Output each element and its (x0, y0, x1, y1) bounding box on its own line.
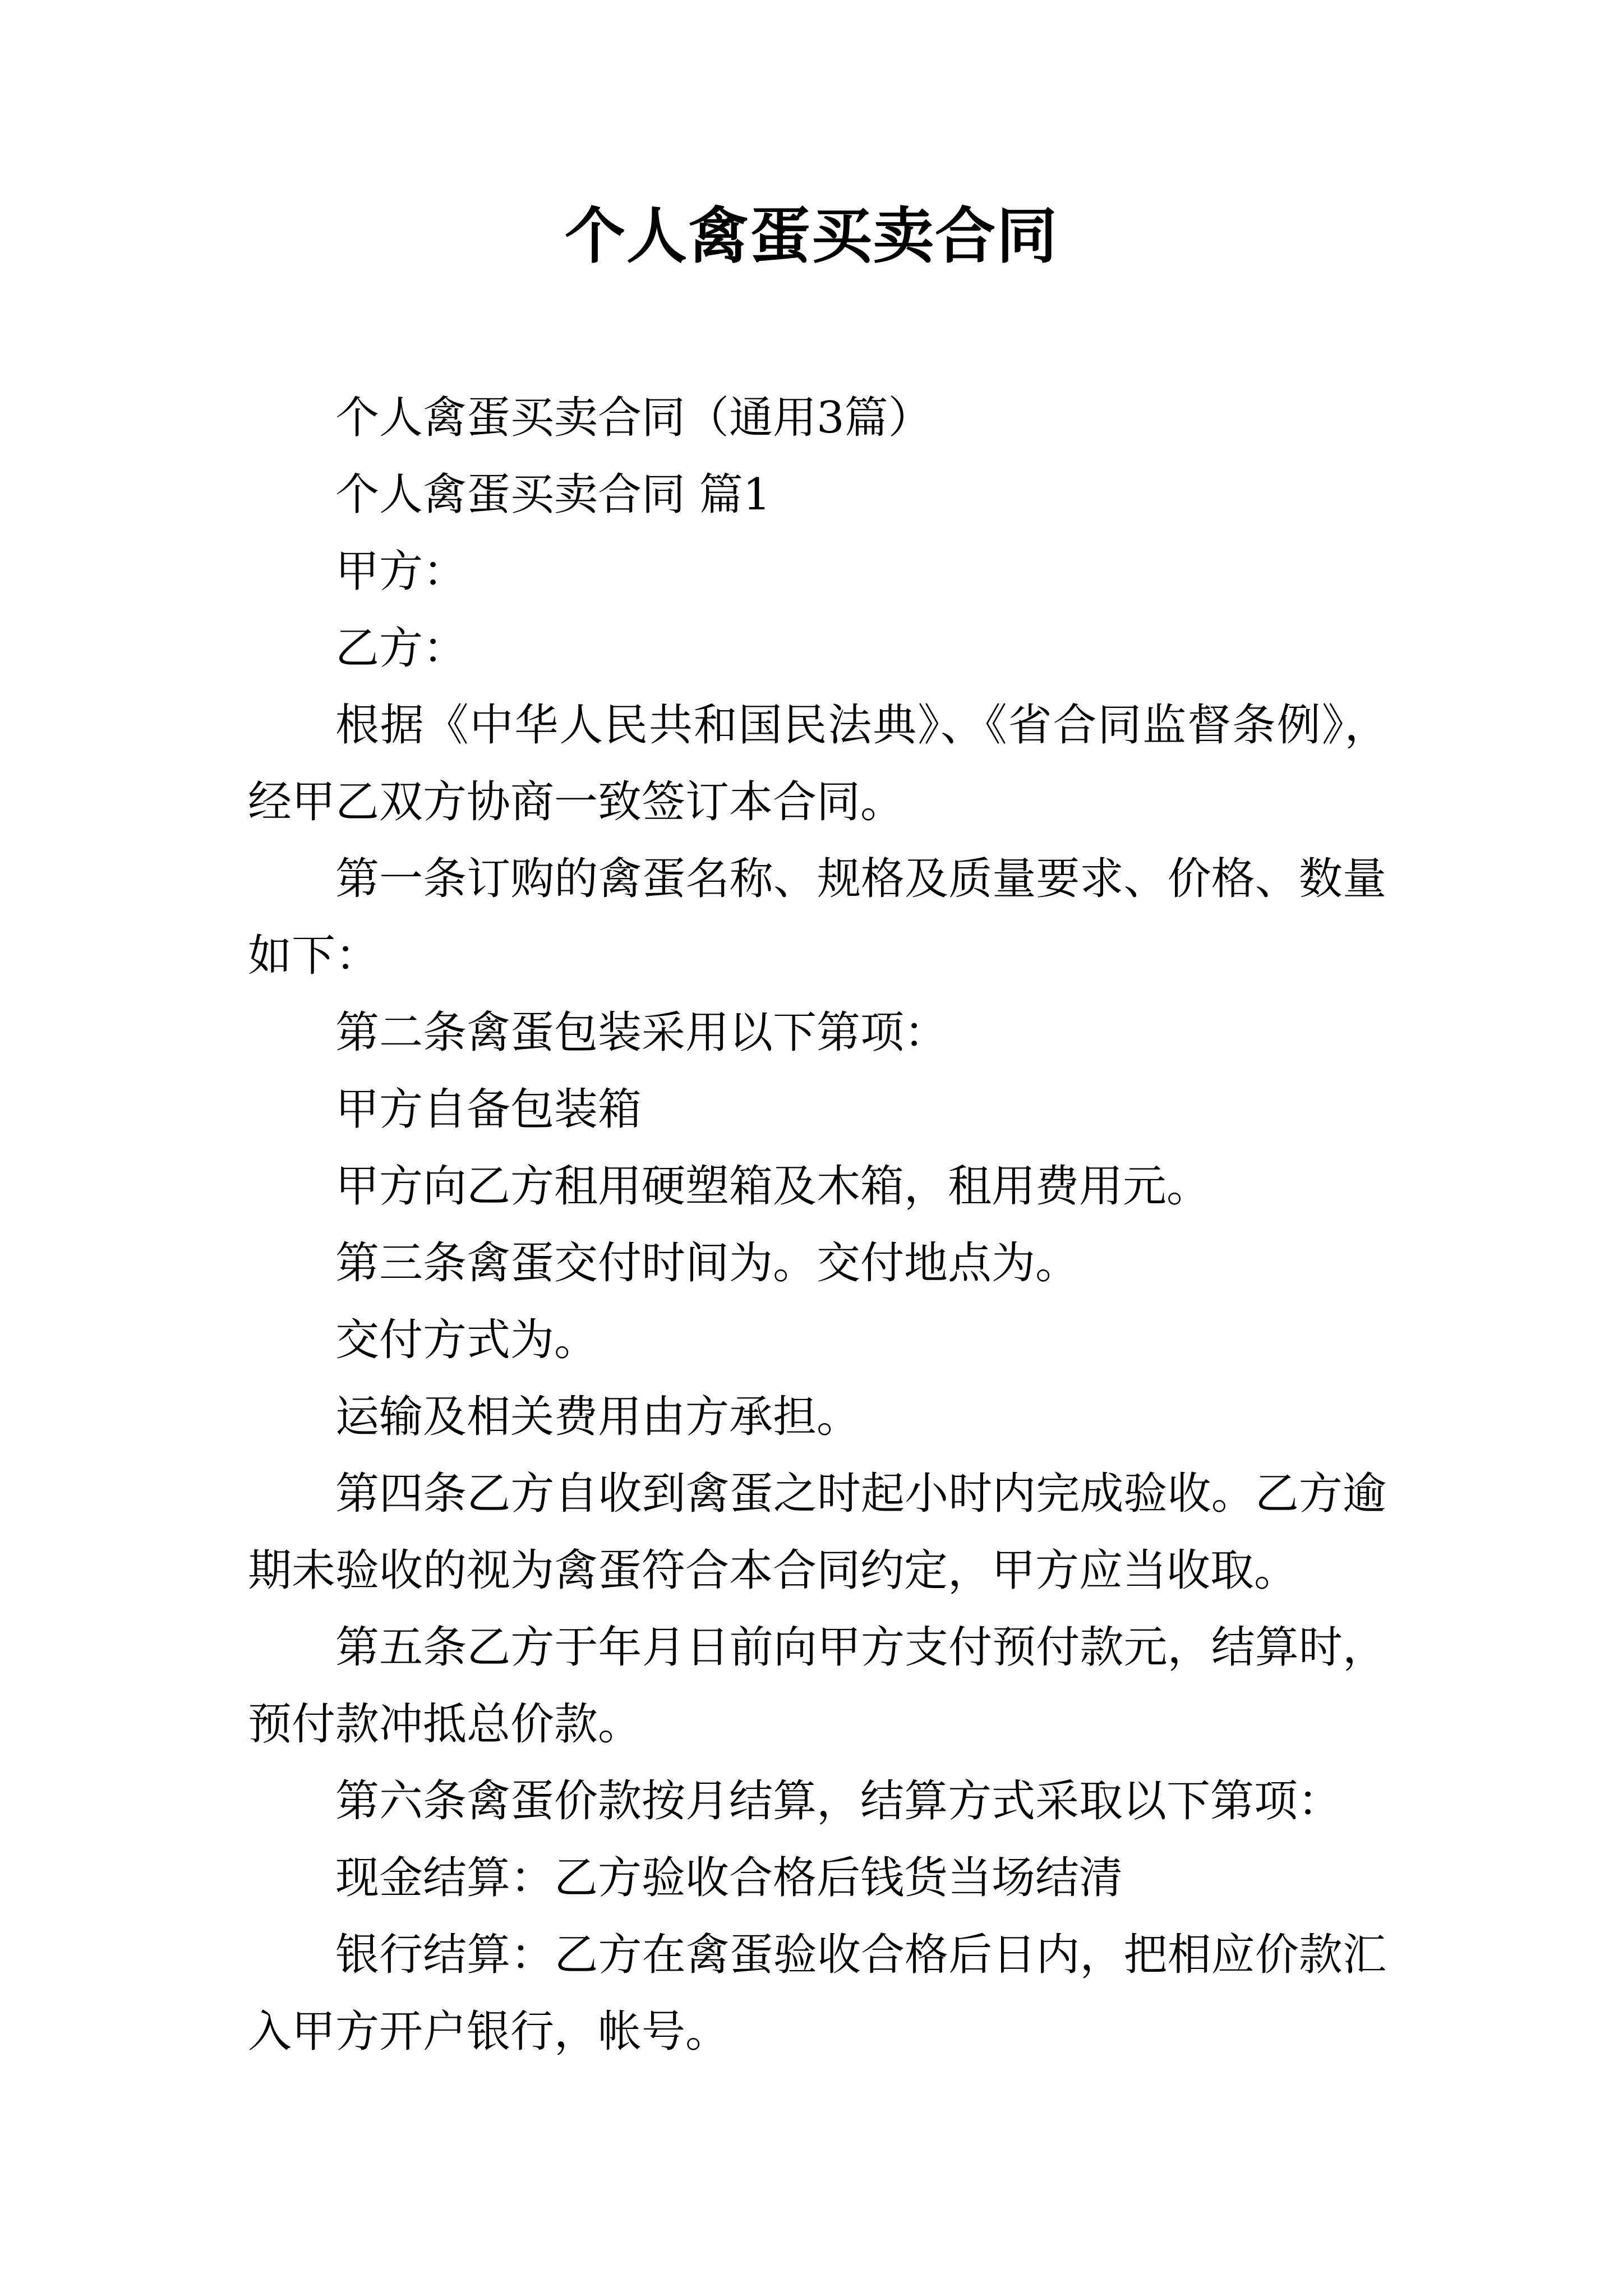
text-line: 银行结算：乙方在禽蛋验收合格后日内，把相应价款汇 (335, 1930, 1386, 1980)
preamble-paragraph (248, 687, 1386, 841)
party-a-line (248, 533, 1386, 610)
text-line: 入甲方开户银行，帐号。 (248, 2007, 730, 2057)
text-line: 第一条订购的禽蛋名称、规格及质量要求、价格、数量 (335, 854, 1386, 904)
text-line: 根据《中华人民共和国民法典》、《省合同监督条例》， (335, 700, 1386, 751)
text-line: 第六条禽蛋价款按月结算，结算方式采取以下第项： (335, 1776, 1342, 1826)
text-line: 经甲乙双方协商一致签订本合同。 (248, 777, 905, 827)
document-body (248, 380, 1386, 2070)
text-line: 第二条禽蛋包装采用以下第项： (335, 1007, 948, 1058)
text-line: 预付款冲抵总价款。 (248, 1699, 642, 1750)
text-line: 甲方向乙方租用硬塑箱及木箱，租用费用元。 (335, 1161, 1211, 1212)
text-line: 个人禽蛋买卖合同（通用3篇） (335, 393, 932, 443)
article-4-paragraph (248, 1456, 1386, 1609)
section-heading (248, 457, 1386, 533)
article-5-paragraph (248, 1609, 1386, 1763)
text-line: 如下： (248, 931, 380, 981)
packaging-option-2 (248, 1148, 1386, 1225)
text-line: 甲方自备包装箱 (335, 1084, 642, 1135)
text-line: 交付方式为。 (335, 1315, 598, 1365)
text-line: 第三条禽蛋交付时间为。交付地点为。 (335, 1238, 1080, 1289)
party-b-line (248, 610, 1386, 687)
settlement-option-bank (248, 1917, 1386, 2070)
text-line: 第五条乙方于年月日前向甲方支付预付款元，结算时， (335, 1622, 1386, 1673)
article-2-paragraph (248, 995, 1386, 1071)
document-subtitle (248, 380, 1386, 457)
document-title: 个人禽蛋买卖合同 (564, 201, 1058, 272)
text-line: 期未验收的视为禽蛋符合本合同约定，甲方应当收取。 (248, 1545, 1298, 1596)
text-line: 运输及相关费用由方承担。 (335, 1392, 861, 1442)
packaging-option-1 (248, 1071, 1386, 1148)
article-6-paragraph (248, 1763, 1386, 1840)
delivery-method-line (248, 1302, 1386, 1379)
text-line: 个人禽蛋买卖合同 篇1 (335, 470, 771, 520)
transport-cost-line (248, 1379, 1386, 1456)
article-3-paragraph (248, 1225, 1386, 1302)
text-line: 乙方： (335, 623, 467, 674)
settlement-option-cash (248, 1840, 1386, 1917)
text-line: 甲方： (335, 546, 467, 597)
article-1-paragraph (248, 841, 1386, 995)
text-line: 现金结算：乙方验收合格后钱货当场结清 (335, 1853, 1123, 1903)
text-line: 第四条乙方自收到禽蛋之时起小时内完成验收。乙方逾 (335, 1469, 1386, 1519)
